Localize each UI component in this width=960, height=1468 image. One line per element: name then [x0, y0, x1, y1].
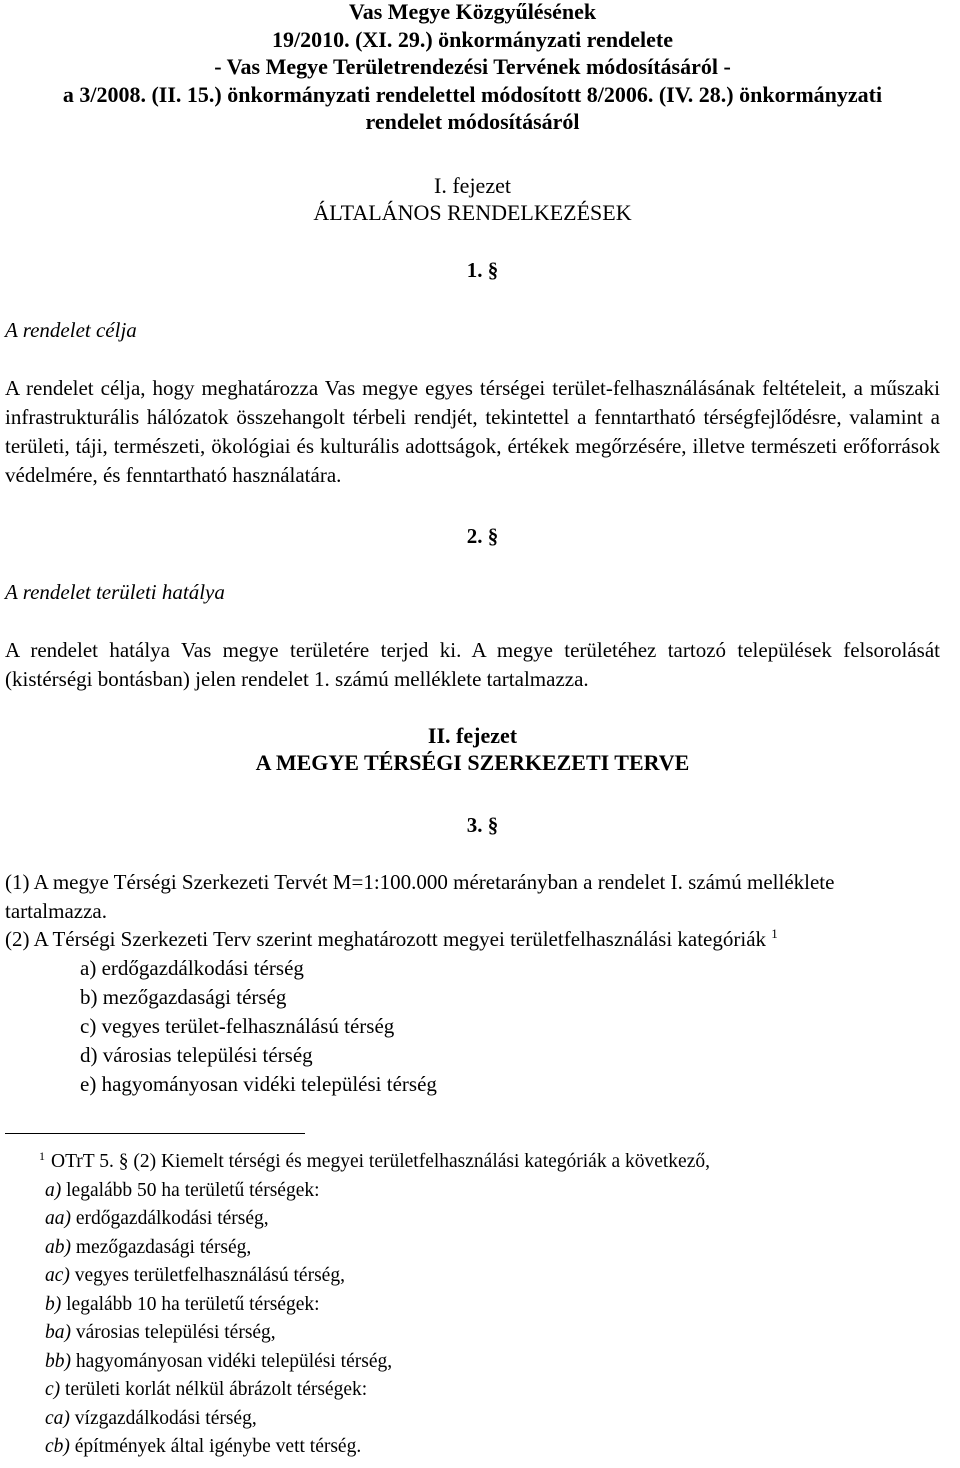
- footnote-item-text: építmények által igénybe vett térség.: [74, 1436, 362, 1457]
- footnote-item-text: városias települési térség,: [75, 1322, 276, 1343]
- footnote-item-text: erdőgazdálkodási térség,: [75, 1208, 269, 1229]
- footnote-item: [5, 1405, 940, 1434]
- footnote-divider: [5, 1133, 305, 1134]
- section-2-subtitle: A rendelet területi hatálya: [5, 580, 225, 604]
- title-line-1: Vas Megye Közgyűlésének: [348, 0, 597, 24]
- section-1-body: A rendelet célja, hogy meghatározza Vas megye egyes térségei terület-felhasználásának feltételeit, a műszaki infrastrukturális hálózatok összehangolt térbeli rendjét, tekintettel a fenntartható térségfejlődésre, valamint a területi, táji, természeti, ökológiai és kulturális adottságok, értékek megőrzésére, illetve természeti erőforrások védelmére, és fenntartható használatára.: [5, 376, 940, 487]
- footnote-item-text: legalább 50 ha területű térségek:: [66, 1179, 320, 1201]
- chapter-1-heading: [5, 172, 940, 226]
- footnote-intro-text: OTrT 5. § (2) Kiemelt térségi és megyei területfelhasználási kategóriák a következő,: [51, 1151, 710, 1172]
- title-line-3: - Vas Megye Területrendezési Tervének módosításáról -: [214, 54, 731, 79]
- footnote-item: [5, 1348, 940, 1377]
- footnote-item-label: ca): [45, 1407, 70, 1429]
- footnote-item: [5, 1433, 940, 1462]
- section-3-paragraph-1: (1) A megye Térségi Szerkezeti Tervét M=1:100.000 méretarányban a rendelet I. számú melléklete tartalmazza.: [5, 870, 835, 923]
- footnote-item-text: vízgazdálkodási térség,: [74, 1407, 257, 1429]
- list-item: d) városias települési térség: [80, 1043, 313, 1067]
- footnote-item-label: ac): [45, 1265, 70, 1286]
- footnote-item: [5, 1376, 940, 1405]
- footnote-item-text: vegyes területfelhasználású térség,: [74, 1265, 345, 1286]
- footnote-item: [5, 1234, 940, 1263]
- title-line-4: a 3/2008. (II. 15.) önkormányzati rendelettel módosított 8/2006. (IV. 28.) önkormányzati: [62, 81, 883, 107]
- footnote-item: [5, 1262, 940, 1291]
- list-item: a) erdőgazdálkodási térség: [80, 956, 304, 980]
- section-3-paragraph-2-text: (2) A Térségi Szerkezeti Terv szerint meghatározott megyei területfelhasználási kategóriák: [5, 927, 767, 951]
- title-line-2: 19/2010. (XI. 29.) önkormányzati rendelete: [271, 26, 674, 52]
- list-item: c) vegyes terület-felhasználású térség: [80, 1014, 395, 1038]
- chapter-2-title: A MEGYE TÉRSÉGI SZERKEZETI TERVE: [255, 750, 690, 775]
- document-title: [5, 0, 940, 136]
- footnote: [5, 1148, 940, 1462]
- chapter-2-heading: [5, 722, 940, 776]
- section-3-number: 3. §: [466, 813, 499, 837]
- footnote-item: [5, 1177, 940, 1206]
- footnote-item-label: ab): [45, 1236, 71, 1258]
- footnote-item: [5, 1319, 940, 1348]
- footnote-marker: 1: [39, 1148, 45, 1163]
- footnote-item-label: cb): [45, 1436, 70, 1457]
- chapter-2-label: II. fejezet: [427, 723, 518, 748]
- list-item: b) mezőgazdasági térség: [80, 985, 287, 1009]
- footnote-item-label: b): [45, 1293, 62, 1315]
- title-line-5: rendelet módosításáról: [365, 109, 580, 134]
- category-list: [5, 954, 940, 1099]
- section-2-number: 2. §: [466, 524, 499, 548]
- section-3-paragraph-2: [5, 925, 940, 954]
- footnote-intro: [5, 1148, 940, 1177]
- footnote-item-text: hagyományosan vidéki települési térség,: [75, 1350, 393, 1372]
- list-item: e) hagyományosan vidéki települési térség: [80, 1072, 437, 1096]
- footnote-item-label: ba): [45, 1322, 71, 1343]
- footnote-item-label: bb): [45, 1350, 71, 1372]
- section-1-subtitle: A rendelet célja: [5, 318, 137, 342]
- footnote-item-label: c): [45, 1379, 61, 1400]
- chapter-1-title: ÁLTALÁNOS RENDELKEZÉSEK: [313, 200, 632, 225]
- footnote-item: [5, 1291, 940, 1320]
- footnote-item-label: a): [45, 1179, 62, 1201]
- chapter-1-label: I. fejezet: [434, 173, 511, 198]
- footnote-item-text: legalább 10 ha területű térségek:: [66, 1293, 320, 1315]
- footnote-item-text: mezőgazdasági térség,: [75, 1236, 252, 1258]
- footnote-item-text: területi korlát nélkül ábrázolt térségek:: [65, 1379, 368, 1400]
- footnote-item-label: aa): [45, 1208, 71, 1229]
- section-2-body: A rendelet hatálya Vas megye területére terjed ki. A megye területéhez tartozó települések felsorolását (kistérségi bontásban) jelen rendelet 1. számú melléklete tartalmazza.: [5, 638, 940, 691]
- footnote-reference[interactable]: 1: [771, 926, 778, 941]
- section-1-number: 1. §: [466, 258, 499, 282]
- footnote-item: [5, 1205, 940, 1234]
